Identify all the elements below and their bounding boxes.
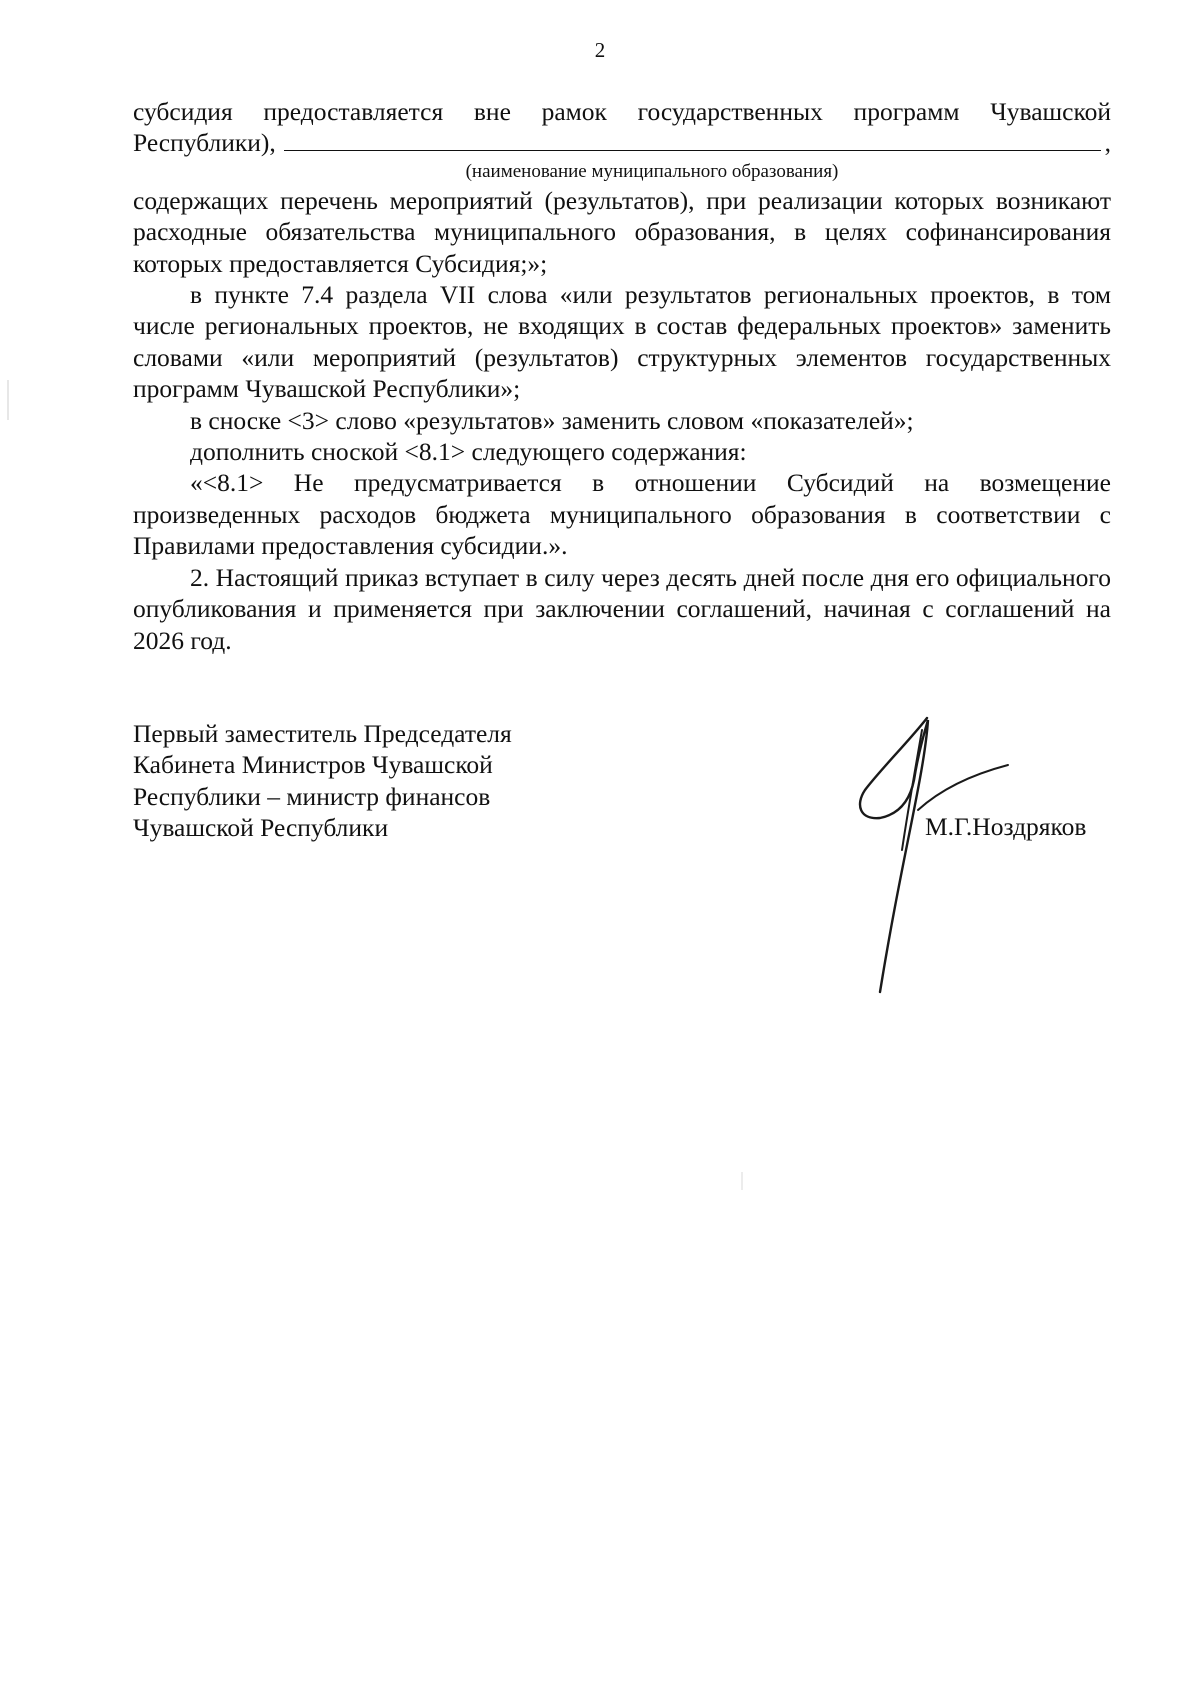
blank-field-suffix: ,: [1104, 128, 1111, 158]
paragraph: содержащих перечень мероприятий (результатов), при реализации которых возникают расходные обязательства муниципального образования, в целях софинансирования которых предоставляется Субсидия;»;: [133, 185, 1111, 278]
signer-title-line: Республики – министр финансов: [133, 781, 491, 811]
paragraph: в пункте 7.4 раздела VII слова «или результатов региональных проектов, в том числе региональных проектов, не входящих в состав федеральных проектов» заменить словами «или мероприятий (результатов) структурных элементов государственных программ Чувашской Республики»;: [133, 280, 1111, 404]
paragraph: 2. Настоящий приказ вступает в силу через десять дней после дня его официального опубликования и применяется при заключении соглашений, начиная с соглашений на 2026 год.: [133, 562, 1111, 655]
paragraph: в сноске <3> слово «результатов» заменить словом «показателей»;: [190, 405, 914, 435]
blank-field-line: [133, 127, 1111, 158]
blank-field-prefix: Республики),: [133, 128, 276, 158]
signer-title-line: Чувашской Республики: [133, 813, 389, 843]
page-number: 2: [594, 38, 606, 62]
paragraph: «<8.1> Не предусматривается в отношении Субсидий на возмещение произведенных расходов бюджета муниципального образования в соответствии с Правилами предоставления субсидии.».: [133, 468, 1111, 561]
signer-title-line: Первый заместитель Председателя: [133, 719, 512, 748]
paragraph-line: субсидия предоставляется вне рамок государственных программ Чувашской: [133, 97, 1111, 126]
blank-field-underline: [284, 128, 1101, 151]
signer-name: М.Г.Ноздряков: [925, 812, 1087, 841]
document-body: [133, 96, 1111, 656]
signer-title-line: Кабинета Министров Чувашской: [133, 750, 493, 780]
handwritten-signature: [830, 710, 1020, 1000]
signer-title: [133, 718, 512, 844]
field-caption: (наименование муниципального образования): [465, 160, 839, 182]
paragraph: дополнить сноской <8.1> следующего содержания:: [190, 437, 747, 467]
